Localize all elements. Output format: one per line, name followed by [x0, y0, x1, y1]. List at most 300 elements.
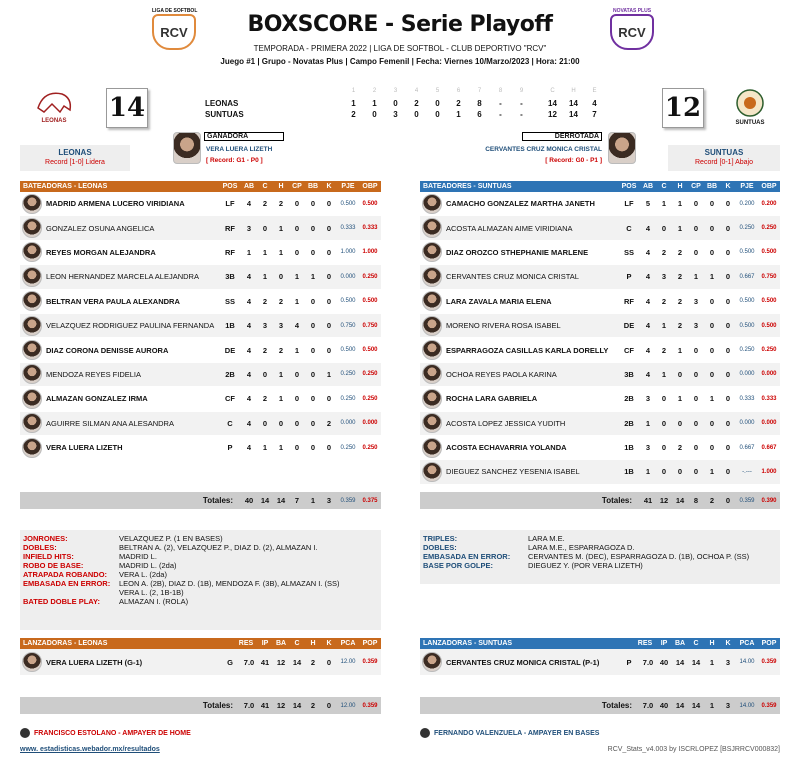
stat-cell: 0 [294, 418, 300, 428]
loser-photo [608, 132, 636, 164]
player-row[interactable] [20, 192, 381, 216]
stat-cell: 0 [693, 345, 699, 355]
total-cell: 0.390 [761, 497, 777, 504]
stat-cell: 3 [645, 443, 651, 453]
player-name: BELTRAN VERA PAULA ALEXANDRA [46, 296, 180, 306]
stat-cell: SS [224, 296, 235, 306]
stat-cell: 1 [294, 272, 300, 282]
stat-cell: 2 [677, 321, 683, 331]
stat-cell: 1 [278, 369, 284, 379]
linescore-cell: 6 [477, 110, 482, 119]
pitcher-name: VERA LUERA LIZETH (G-1) [46, 657, 143, 667]
pitching-title: LANZADORAS - LEONAS [23, 640, 108, 647]
stat-cell: 3 [278, 321, 284, 331]
stat-cell: 0 [294, 369, 300, 379]
note-value: VERA L. (2, 1B-1B) [119, 588, 184, 597]
stat-cell: 3B [225, 272, 235, 282]
linescore-cell: C [550, 88, 555, 94]
stat-cell: 1 [677, 199, 683, 209]
stat-cell: 2B [624, 418, 634, 428]
total-cell: 0.359 [761, 702, 777, 709]
player-name: ACOSTA ALMAZAN AIME VIRIDIANA [446, 223, 573, 233]
note-line [423, 561, 777, 570]
stat-cell: 2B [624, 394, 634, 404]
linescore-cell: 2 [372, 88, 377, 94]
stat-cell: 0.200 [761, 200, 777, 207]
stat-cell: 0 [661, 467, 667, 477]
stat-cell: 0 [725, 418, 731, 428]
player-row[interactable] [20, 314, 381, 338]
stat-cell: 0.750 [362, 322, 378, 329]
player-name: LARA ZAVALA MARIA ELENA [446, 296, 552, 306]
player-row[interactable] [20, 216, 381, 240]
player-name: VELAZQUEZ RODRIGUEZ PAULINA FERNANDA [46, 321, 215, 331]
player-name: MENDOZA REYES FIDELIA [46, 369, 142, 379]
stat-cell: 1 [262, 272, 268, 282]
notes-leonas [20, 530, 381, 630]
stat-cell: 1 [262, 247, 268, 257]
stat-cell: 0.250 [761, 347, 777, 354]
player-row[interactable] [420, 216, 780, 240]
stat-cell: 0 [294, 223, 300, 233]
player-photo [22, 413, 42, 433]
stat-cell: 0.500 [761, 298, 777, 305]
stat-cell: 1 [246, 247, 252, 257]
stat-cell: 0.250 [739, 347, 755, 354]
stat-cell: 0.250 [362, 444, 378, 451]
batting-header [20, 181, 381, 192]
stat-cell: 7.0 [243, 657, 255, 667]
stat-cell: 0.250 [739, 225, 755, 232]
player-name: MADRID ARMENA LUCERO VIRIDIANA [46, 199, 185, 209]
batting-totals-leonas [20, 492, 381, 509]
stat-cell: 0 [661, 418, 667, 428]
linescore-cell: 9 [519, 88, 524, 94]
stat-cell: 1 [645, 418, 651, 428]
col-header: CP [691, 183, 701, 190]
stat-cell: 1 [645, 467, 651, 477]
stat-cell: 0 [310, 321, 316, 331]
player-row[interactable] [420, 241, 780, 265]
player-row[interactable] [20, 387, 381, 411]
stat-cell: 0 [725, 223, 731, 233]
stat-cell: C [227, 418, 233, 428]
player-photo [422, 218, 442, 238]
loser-name: CERVANTES CRUZ MONICA CRISTAL [485, 146, 602, 153]
col-header: BB [307, 183, 319, 190]
player-photo [22, 194, 42, 214]
stat-cell: 0.500 [362, 298, 378, 305]
linescore [205, 88, 605, 120]
stat-cell: 4 [645, 223, 651, 233]
stat-cell: 14.00 [739, 659, 755, 665]
stat-cell: 0 [709, 199, 715, 209]
player-row[interactable] [420, 265, 780, 289]
pitcher-row[interactable] [20, 649, 381, 675]
player-name: REYES MORGAN ALEJANDRA [46, 247, 156, 257]
note-key: JONRONES: [23, 534, 68, 543]
col-header: RES [637, 640, 653, 647]
player-photo [22, 340, 42, 360]
stat-cell: 1 [677, 394, 683, 404]
player-photo [22, 242, 42, 262]
stat-cell: 0.359 [362, 659, 378, 665]
note-line [423, 552, 777, 561]
player-name: LEON HERNANDEZ MARCELA ALEJANDRA [46, 272, 199, 282]
stat-cell: 2 [677, 272, 683, 282]
stat-cell: P [227, 443, 233, 453]
stat-cell: 0 [326, 443, 332, 453]
total-cell: 14 [675, 496, 685, 505]
player-row[interactable] [420, 412, 780, 436]
note-value: LARA M.E., ESPARRAGOZA D. [528, 543, 635, 552]
note-line [23, 597, 378, 606]
stat-cell: 0 [326, 394, 332, 404]
stat-cell: 0 [326, 272, 332, 282]
stat-cell: 2 [661, 296, 667, 306]
stat-cell: 1 [661, 321, 667, 331]
stat-cell: 3 [661, 272, 667, 282]
stat-cell: 0 [326, 657, 332, 667]
linescore-cell: 3 [393, 110, 398, 119]
home-umpire: FRANCISCO ESTOLANO - AMPAYER DE HOME [20, 728, 191, 738]
player-row[interactable] [20, 412, 381, 436]
winner-label: GANADORA [204, 132, 284, 141]
stat-cell: 12.00 [340, 659, 356, 665]
stat-cell: 0.250 [340, 395, 356, 402]
note-key: BATED DOBLE PLAY: [23, 597, 100, 606]
stat-cell: 0 [709, 418, 715, 428]
stat-cell: 0 [725, 272, 731, 282]
stat-cell: 0.500 [739, 322, 755, 329]
player-photo [22, 316, 42, 336]
linescore-cell: 4 [414, 88, 419, 94]
linescore-cell: 1 [372, 99, 377, 108]
note-key: ROBO DE BASE: [23, 561, 84, 570]
player-row[interactable] [420, 338, 780, 362]
stat-cell: 2 [262, 345, 268, 355]
pitcher-row[interactable] [420, 649, 780, 675]
stat-cell: 14 [292, 657, 302, 667]
total-cell: 41 [643, 496, 653, 505]
umpire-icon [420, 728, 430, 738]
stat-cell: -.--- [742, 468, 752, 475]
stat-cell: 0 [693, 223, 699, 233]
stat-cell: 0 [661, 223, 667, 233]
stat-cell: 0.250 [362, 273, 378, 280]
stat-cell: 0 [326, 321, 332, 331]
league-logo-badge: RCV [152, 14, 196, 50]
player-row[interactable] [420, 290, 780, 314]
stat-cell: 3 [693, 321, 699, 331]
linescore-cell: 0 [393, 99, 398, 108]
linescore-cell: 7 [592, 110, 597, 119]
col-header: BB [706, 183, 718, 190]
total-cell: 2 [310, 701, 316, 710]
stat-cell: 0.000 [761, 371, 777, 378]
note-value: MADRID L. (2da) [119, 561, 177, 570]
batting-header [420, 181, 780, 192]
col-header: AB [243, 183, 255, 190]
linescore-cell: 4 [592, 99, 597, 108]
stat-cell: 4 [246, 272, 252, 282]
loser-record: [ Record: G0 - P1 ] [545, 157, 602, 164]
stat-cell: 0 [693, 369, 699, 379]
note-line [23, 588, 378, 597]
linescore-cell: 1 [351, 88, 356, 94]
linescore-cell: 8 [477, 99, 482, 108]
stat-cell: SS [623, 247, 634, 257]
col-header: PCA [340, 640, 356, 647]
player-row[interactable] [20, 338, 381, 362]
linescore-cell: 14 [548, 99, 557, 108]
linescore-cell: 0 [435, 99, 440, 108]
col-header: POP [761, 640, 777, 647]
player-row[interactable] [20, 241, 381, 265]
stat-cell: 0 [693, 418, 699, 428]
player-row[interactable] [20, 363, 381, 387]
stat-cell: RF [624, 296, 634, 306]
stat-cell: 0 [725, 467, 731, 477]
col-header: K [725, 640, 731, 647]
player-photo [422, 462, 442, 482]
note-value: DIEGUEZ Y. (POR VERA LIZETH) [528, 561, 643, 570]
player-photo [422, 194, 442, 214]
stat-cell: 0 [725, 296, 731, 306]
totals-label: Totales: [601, 701, 632, 710]
stat-cell: 0 [709, 247, 715, 257]
linescore-cell: 8 [498, 88, 503, 94]
stat-cell: 3 [725, 657, 731, 667]
player-name: ACOSTA LOPEZ JESSICA YUDITH [446, 418, 566, 428]
player-photo [422, 316, 442, 336]
player-row[interactable] [420, 314, 780, 338]
stat-cell: 1 [278, 394, 284, 404]
totals-label: Totales: [202, 701, 233, 710]
stat-cell: 0.200 [739, 200, 755, 207]
stat-cell: 0 [725, 345, 731, 355]
stat-cell: 12 [276, 657, 286, 667]
stat-cell: 0 [310, 345, 316, 355]
stat-cell: 1.000 [340, 249, 356, 256]
stat-cell: 1 [693, 272, 699, 282]
stat-cell: P [626, 272, 632, 282]
pitching-totals [420, 697, 780, 714]
stat-cell: 1B [624, 443, 634, 453]
stat-cell: 0 [709, 369, 715, 379]
note-value: LARA M.E. [528, 534, 565, 543]
player-name: DIAZ OROZCO STHEPHANIE MARLENE [446, 247, 589, 257]
team-card-leonas: LEONAS Record [1-0] Lidera [20, 145, 130, 171]
note-value: VELAZQUEZ P. (1 EN BASES) [119, 534, 223, 543]
linescore-cell: 2 [456, 99, 461, 108]
total-cell: 14 [292, 701, 302, 710]
linescore-cell: 14 [569, 110, 578, 119]
stat-cell: 0 [693, 394, 699, 404]
stat-cell: 0.750 [761, 273, 777, 280]
pitcher-photo [422, 652, 442, 672]
player-row[interactable] [20, 265, 381, 289]
total-cell: 0.359 [340, 497, 356, 504]
player-row[interactable] [20, 436, 381, 460]
game-info-line: Juego #1 | Grupo - Novatas Plus | Campo Femenil | Fecha: Viernes 10/Marzo/2023 | Hora: 21:00 [220, 57, 580, 66]
linescore-cell: - [520, 99, 523, 108]
note-line [23, 543, 378, 552]
bases-umpire: FERNANDO VALENZUELA - AMPAYER EN BASES [420, 728, 599, 738]
total-cell: 14 [675, 701, 685, 710]
player-row[interactable] [420, 460, 780, 484]
stat-cell: 0.500 [761, 322, 777, 329]
note-key: EMBASADA EN ERROR: [423, 552, 511, 561]
stat-cell: G [227, 657, 233, 667]
stat-cell: 0 [294, 443, 300, 453]
player-name: AGUIRRE SILMAN ANA ALESANDRA [46, 418, 174, 428]
stat-cell: 0 [677, 418, 683, 428]
stat-cell: DE [224, 345, 236, 355]
stat-cell: 4 [246, 199, 252, 209]
stat-cell: 1.000 [761, 468, 777, 475]
stat-cell: 1 [661, 199, 667, 209]
linescore-cell: 1 [351, 99, 356, 108]
stat-cell: 1 [709, 394, 715, 404]
stat-cell: 4 [645, 345, 651, 355]
stat-cell: 0 [677, 467, 683, 477]
stat-cell: 4 [246, 443, 252, 453]
total-cell: 12 [659, 496, 669, 505]
note-key: DOBLES: [423, 543, 457, 552]
stat-cell: 2B [225, 369, 235, 379]
stat-cell: 0 [693, 247, 699, 257]
note-value: MADRID L. [119, 552, 157, 561]
stat-cell: 0.250 [362, 371, 378, 378]
pitching-table-leonas [20, 638, 381, 714]
linescore-cell: H [571, 88, 576, 94]
stat-cell: 0.500 [362, 200, 378, 207]
stat-cell: 3B [624, 369, 634, 379]
batting-table-leonas [20, 181, 381, 460]
stat-cell: 0.000 [739, 371, 755, 378]
stat-cell: 0.000 [340, 420, 356, 427]
stat-cell: 0 [262, 418, 268, 428]
stat-cell: 41 [260, 657, 270, 667]
stat-cell: 1 [278, 223, 284, 233]
col-header: OBP [362, 183, 378, 190]
player-photo [22, 291, 42, 311]
player-row[interactable] [420, 363, 780, 387]
stat-cell: P [626, 657, 632, 667]
player-name: ROCHA LARA GABRIELA [446, 394, 538, 404]
col-header: POS [222, 183, 238, 190]
stat-cell: 0 [310, 247, 316, 257]
col-header: BA [275, 640, 287, 647]
stat-cell: 0.000 [761, 420, 777, 427]
col-header: RES [238, 640, 254, 647]
stat-cell: 0.000 [362, 420, 378, 427]
team-card-suntuas: SUNTUAS Record [0-1] Abajo [668, 145, 780, 171]
player-row[interactable] [420, 436, 780, 460]
stat-cell: 4 [246, 418, 252, 428]
stat-cell: 4 [246, 369, 252, 379]
pitching-title: LANZADORAS - SUNTUAS [423, 640, 513, 647]
note-line [23, 552, 378, 561]
player-name: OCHOA REYES PAOLA KARINA [446, 369, 557, 379]
stat-cell: 14 [691, 657, 701, 667]
col-header: H [278, 183, 284, 190]
linescore-cell: 12 [548, 110, 557, 119]
stat-cell: 0 [310, 443, 316, 453]
note-value: ALMAZAN I. (ROLA) [119, 597, 189, 606]
stat-cell: 0 [294, 247, 300, 257]
total-cell: 0.359 [739, 497, 755, 504]
batting-table-suntuas [420, 181, 780, 485]
stat-cell: 0.500 [340, 298, 356, 305]
linescore-cell: 3 [393, 88, 398, 94]
col-header: K [725, 183, 731, 190]
page-title: BOXSCORE - Serie Playoff [247, 12, 553, 37]
stat-cell: 0 [326, 223, 332, 233]
linescore-cell: 2 [351, 110, 356, 119]
stat-cell: 1 [326, 369, 332, 379]
total-cell: 7.0 [642, 701, 654, 710]
total-cell: 40 [244, 496, 254, 505]
linescore-cell: 5 [435, 88, 440, 94]
stat-cell: 2 [661, 345, 667, 355]
stats-link[interactable]: www. estadisticas.webador.mx/resultados [20, 746, 160, 753]
player-photo [422, 242, 442, 262]
player-row[interactable] [20, 290, 381, 314]
crest-icon [730, 88, 770, 118]
stat-cell: 1 [661, 369, 667, 379]
stat-cell: 0.667 [739, 444, 755, 451]
player-name: VERA LUERA LIZETH [46, 443, 123, 453]
stat-cell: 0.333 [739, 395, 755, 402]
pitcher-photo [22, 652, 42, 672]
stat-cell: 4 [246, 321, 252, 331]
stat-cell: 0 [326, 199, 332, 209]
col-header: C [262, 183, 268, 190]
note-line [423, 543, 777, 552]
winner-record: [ Record: G1 - P0 ] [206, 157, 263, 164]
total-cell: 14 [260, 496, 270, 505]
stat-cell: 0.333 [340, 225, 356, 232]
stat-cell: 0 [725, 199, 731, 209]
player-photo [22, 438, 42, 458]
pitching-table-suntuas [420, 638, 780, 714]
stat-cell: 3 [246, 223, 252, 233]
stat-cell: 0 [278, 418, 284, 428]
stat-cell: 0.500 [362, 347, 378, 354]
linescore-cell: 2 [414, 99, 419, 108]
total-cell: 1 [709, 701, 715, 710]
stat-cell: 0 [310, 199, 316, 209]
stat-cell: 0 [310, 418, 316, 428]
stat-cell: C [626, 223, 632, 233]
player-row[interactable] [420, 387, 780, 411]
stat-cell: 0 [725, 321, 731, 331]
player-row[interactable] [420, 192, 780, 216]
total-cell: 0.359 [362, 702, 378, 709]
linescore-cell: 1 [456, 110, 461, 119]
stat-cell: 0 [693, 199, 699, 209]
player-photo [422, 364, 442, 384]
total-cell: 12.00 [340, 702, 356, 709]
pitching-totals [20, 697, 381, 714]
stat-cell: 0.750 [340, 322, 356, 329]
stat-cell: 0 [310, 296, 316, 306]
note-line [423, 534, 777, 543]
player-name: MORENO RIVERA ROSA ISABEL [446, 321, 561, 331]
player-photo [22, 389, 42, 409]
